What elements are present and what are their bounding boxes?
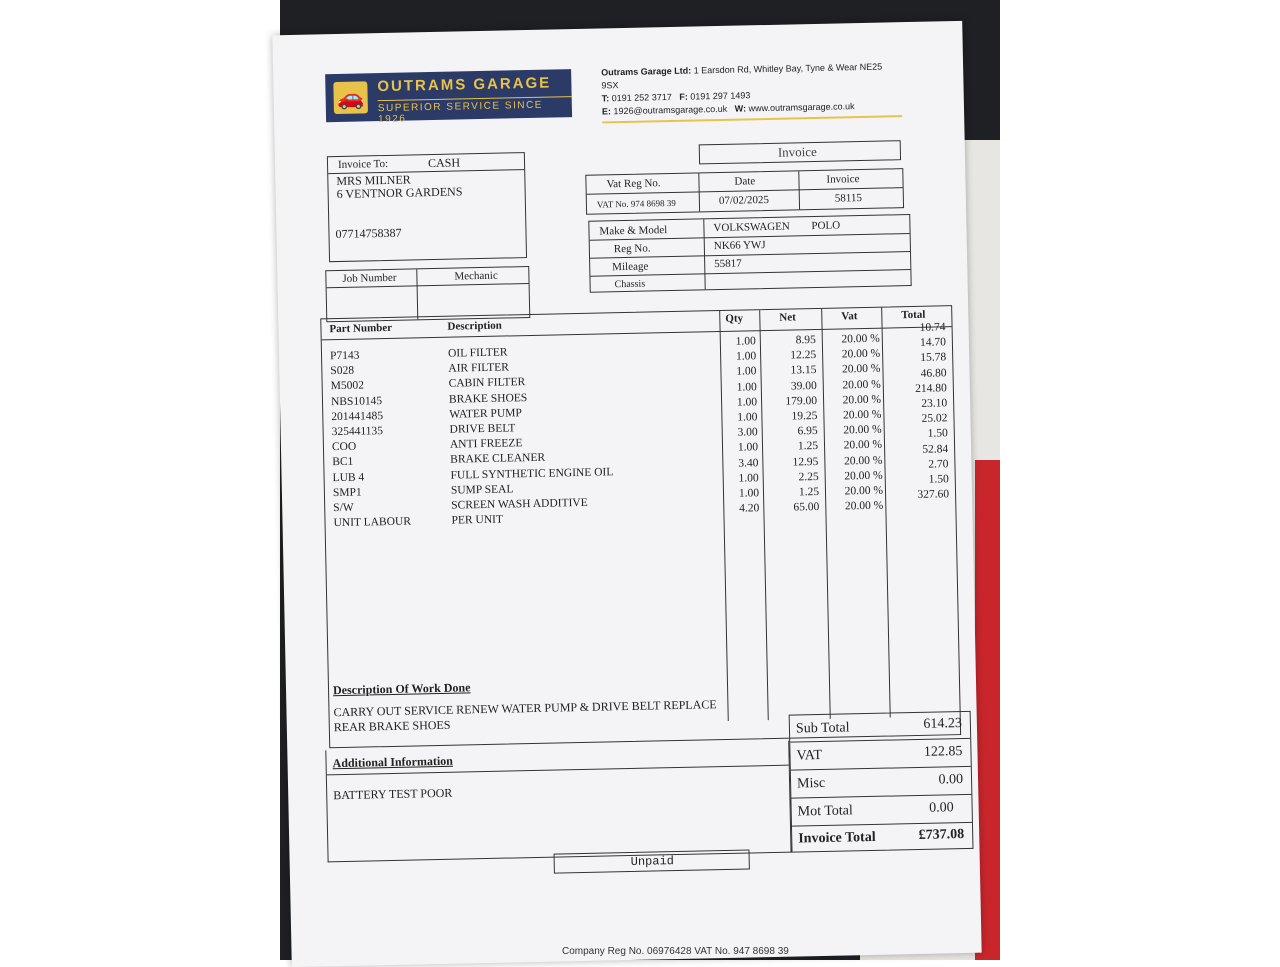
table-row-qty: 4.20	[739, 502, 760, 515]
qty-column	[722, 334, 760, 517]
table-row-qty: 3.00	[737, 426, 758, 439]
table-row-total: 2.70	[928, 457, 949, 471]
table-row-vat: 20.00 %	[841, 363, 881, 376]
table-row-total: 1.50	[927, 427, 948, 441]
table-row-part: SMP1	[332, 486, 362, 499]
additional-info-title	[332, 754, 453, 772]
customer-name: MRS MILNER	[336, 172, 411, 189]
company-tagline: SUPERIOR SERVICE SINCE 1926	[378, 96, 572, 125]
misc-value: 0.00	[938, 772, 964, 788]
tel-label: T:	[601, 93, 610, 104]
col-header-total: Total	[901, 308, 926, 322]
additional-info-title-text: Additional Information	[332, 753, 454, 771]
table-row-description: OIL FILTER	[447, 346, 508, 360]
invoice-meta-box	[585, 168, 904, 215]
work-description-line2: REAR BRAKE SHOES	[333, 717, 451, 735]
company-email: 1926@outramsgarage.co.uk	[613, 103, 728, 117]
table-row-part: M5002	[330, 379, 365, 393]
table-row-part: UNIT LABOUR	[333, 515, 412, 530]
invoice-date: 07/02/2025	[718, 193, 770, 208]
table-row-qty: 1.00	[736, 396, 758, 409]
company-address-block	[601, 60, 902, 123]
web-label: W:	[734, 103, 747, 114]
company-registration-text: Company Reg No. 06976428 VAT No. 947 8698 39	[562, 946, 789, 957]
subtotal-label: Sub Total	[795, 720, 850, 737]
chassis-label: Chassis	[614, 278, 646, 291]
reg-label: Reg No.	[613, 242, 651, 256]
table-row-qty: 1.00	[735, 335, 756, 348]
company-name: OUTRAMS GARAGE	[377, 74, 552, 96]
table-row-part: S/W	[333, 501, 354, 515]
vehicle-box	[588, 214, 911, 293]
make-model-label: Make & Model	[599, 224, 668, 238]
additional-info-box	[325, 741, 791, 863]
table-row-total: 52.84	[922, 442, 949, 456]
totals-box	[789, 711, 974, 853]
description-column	[448, 341, 722, 529]
table-row-net: 12.95	[792, 455, 819, 469]
table-row-net: 8.95	[795, 334, 816, 347]
table-row-qty: 1.00	[737, 411, 758, 424]
company-tel: 0191 252 3717	[611, 91, 672, 104]
job-number-label: Job Number	[342, 271, 397, 285]
items-table	[320, 305, 961, 748]
table-row-vat: 20.00 %	[843, 438, 883, 452]
invoice-total-value: £737.08	[918, 827, 965, 843]
vehicle-reg: NK66 YWJ	[713, 239, 766, 253]
col-header-net: Net	[779, 311, 796, 324]
vat-reg-label: Vat Reg No.	[606, 177, 661, 191]
work-description-title	[333, 680, 471, 698]
table-row-net: 12.25	[790, 349, 817, 362]
invoice-to-label: Invoice To:	[337, 157, 389, 171]
company-logo	[325, 69, 572, 126]
table-row-qty: 1.00	[736, 380, 757, 394]
table-row-description: AIR FILTER	[448, 361, 510, 375]
col-header-qty: Qty	[725, 312, 744, 325]
vat-value: 122.85	[923, 744, 963, 760]
work-description-line1: CARRY OUT SERVICE RENEW WATER PUMP & DRIVE BELT REPLACE	[333, 697, 717, 720]
table-row-qty: 3.40	[738, 456, 759, 470]
table-row-part: BC1	[332, 456, 354, 469]
table-row-total: 327.60	[917, 488, 950, 501]
payment-status: Unpaid	[630, 854, 675, 870]
email-label: E:	[601, 106, 612, 117]
table-row-part: S028	[330, 364, 355, 378]
invoice-number: 58115	[834, 192, 863, 205]
vehicle-model: POLO	[811, 219, 841, 233]
table-row-total: 15.78	[920, 351, 947, 365]
table-row-qty: 1.00	[735, 350, 757, 363]
invoice-to-box	[327, 152, 527, 262]
table-row-net: 2.25	[798, 470, 819, 484]
table-row-vat: 20.00 %	[844, 469, 883, 483]
table-row-total: 10.74	[919, 321, 946, 334]
table-row-description: PER UNIT	[451, 513, 504, 527]
table-row-description: CABIN FILTER	[448, 376, 526, 391]
mechanic-label: Mechanic	[454, 269, 498, 283]
customer-address: 6 VENTNOR GARDENS	[336, 184, 463, 202]
table-row-description: SCREEN WASH ADDITIVE	[451, 496, 588, 512]
payment-status-box	[554, 850, 750, 874]
table-row-vat: 20.00 %	[844, 484, 884, 498]
table-row-qty: 1.00	[738, 471, 759, 485]
table-row-vat: 20.00 %	[842, 408, 882, 422]
total-column	[885, 320, 949, 503]
vehicle-make: VOLKSWAGEN	[713, 220, 790, 235]
table-row-total: 23.10	[921, 397, 948, 410]
col-header-part: Part Number	[329, 321, 393, 336]
table-row-qty: 1.00	[736, 365, 757, 379]
table-row-total: 14.70	[919, 336, 947, 350]
subtotal-value: 614.23	[923, 716, 963, 732]
invoice-to-value: CASH	[427, 155, 461, 171]
part-number-column	[330, 347, 444, 532]
table-row-description: FULL SYNTHETIC ENGINE OIL	[450, 465, 614, 482]
table-row-qty: 1.00	[737, 441, 759, 454]
vehicle-mileage: 55817	[714, 257, 742, 271]
table-row-vat: 20.00 %	[841, 347, 881, 361]
table-row-net: 19.25	[791, 409, 818, 423]
vat-number: VAT No. 974 8698 39	[596, 197, 676, 210]
invoice-title-box	[699, 140, 901, 164]
table-row-qty: 1.00	[738, 487, 760, 500]
table-row-total: 1.50	[928, 473, 949, 486]
table-row-vat: 20.00 %	[843, 423, 882, 437]
table-row-net: 13.15	[790, 364, 817, 377]
table-row-part: LUB 4	[332, 471, 365, 484]
table-row-description: BRAKE SHOES	[448, 391, 528, 406]
table-row-part: 325441135	[331, 425, 384, 439]
table-row-net: 179.00	[785, 394, 818, 408]
table-row-vat: 20.00 %	[842, 378, 881, 392]
company-fax: 0191 297 1493	[690, 90, 751, 102]
table-row-net: 39.00	[790, 379, 817, 393]
company-registration-footer	[562, 946, 789, 960]
additional-info-text: BATTERY TEST POOR	[333, 785, 453, 803]
table-row-net: 1.25	[798, 485, 820, 499]
mileage-label: Mileage	[612, 260, 649, 274]
invoice-title: Invoice	[777, 143, 818, 160]
mot-total-value: 0.00	[928, 800, 954, 816]
table-row-net: 1.25	[797, 440, 819, 453]
vat-column	[826, 332, 884, 515]
misc-label: Misc	[796, 775, 826, 792]
mot-total-label: Mot Total	[797, 803, 853, 820]
table-row-description: WATER PUMP	[449, 406, 522, 421]
table-row-part: 201441485	[331, 409, 384, 423]
invoice-number-label: Invoice	[826, 173, 860, 186]
table-row-vat: 20.00 %	[844, 499, 884, 513]
table-row-net: 6.95	[797, 425, 818, 438]
fax-label: F:	[679, 91, 688, 102]
table-row-part: P7143	[329, 349, 360, 363]
table-row-vat: 20.00 %	[841, 332, 880, 346]
work-description-title-text: Description Of Work Done	[332, 680, 471, 698]
company-address: 1 Earsdon Rd, Whitley Bay, Tyne & Wear NE25 9SX	[601, 61, 883, 91]
invoice-document	[272, 21, 981, 967]
invoice-total-label: Invoice Total	[798, 829, 876, 847]
vat-label: VAT	[796, 747, 823, 764]
table-row-description: DRIVE BELT	[449, 422, 516, 436]
table-row-vat: 20.00 %	[842, 393, 882, 407]
table-row-total: 25.02	[921, 412, 948, 425]
table-row-net: 65.00	[793, 501, 820, 514]
table-row-part: NBS10145	[330, 394, 383, 408]
table-row-vat: 20.00 %	[843, 454, 883, 467]
net-column	[764, 333, 820, 516]
garage-car-icon: 🚗	[333, 81, 368, 114]
table-row-total: 214.80	[915, 382, 947, 395]
table-row-total: 46.80	[920, 366, 947, 380]
company-web: www.outramsgarage.co.uk	[748, 101, 855, 114]
customer-phone: 07714758387	[335, 225, 402, 242]
table-row-part: COO	[331, 440, 357, 454]
table-row-description: SUMP SEAL	[450, 483, 514, 497]
date-label: Date	[734, 175, 756, 188]
col-header-vat: Vat	[841, 310, 858, 323]
col-header-description: Description	[447, 319, 502, 333]
table-row-description: ANTI FREEZE	[449, 437, 523, 451]
company-legal-name: Outrams Garage Ltd:	[601, 65, 692, 78]
table-row-description: BRAKE CLEANER	[450, 452, 546, 467]
